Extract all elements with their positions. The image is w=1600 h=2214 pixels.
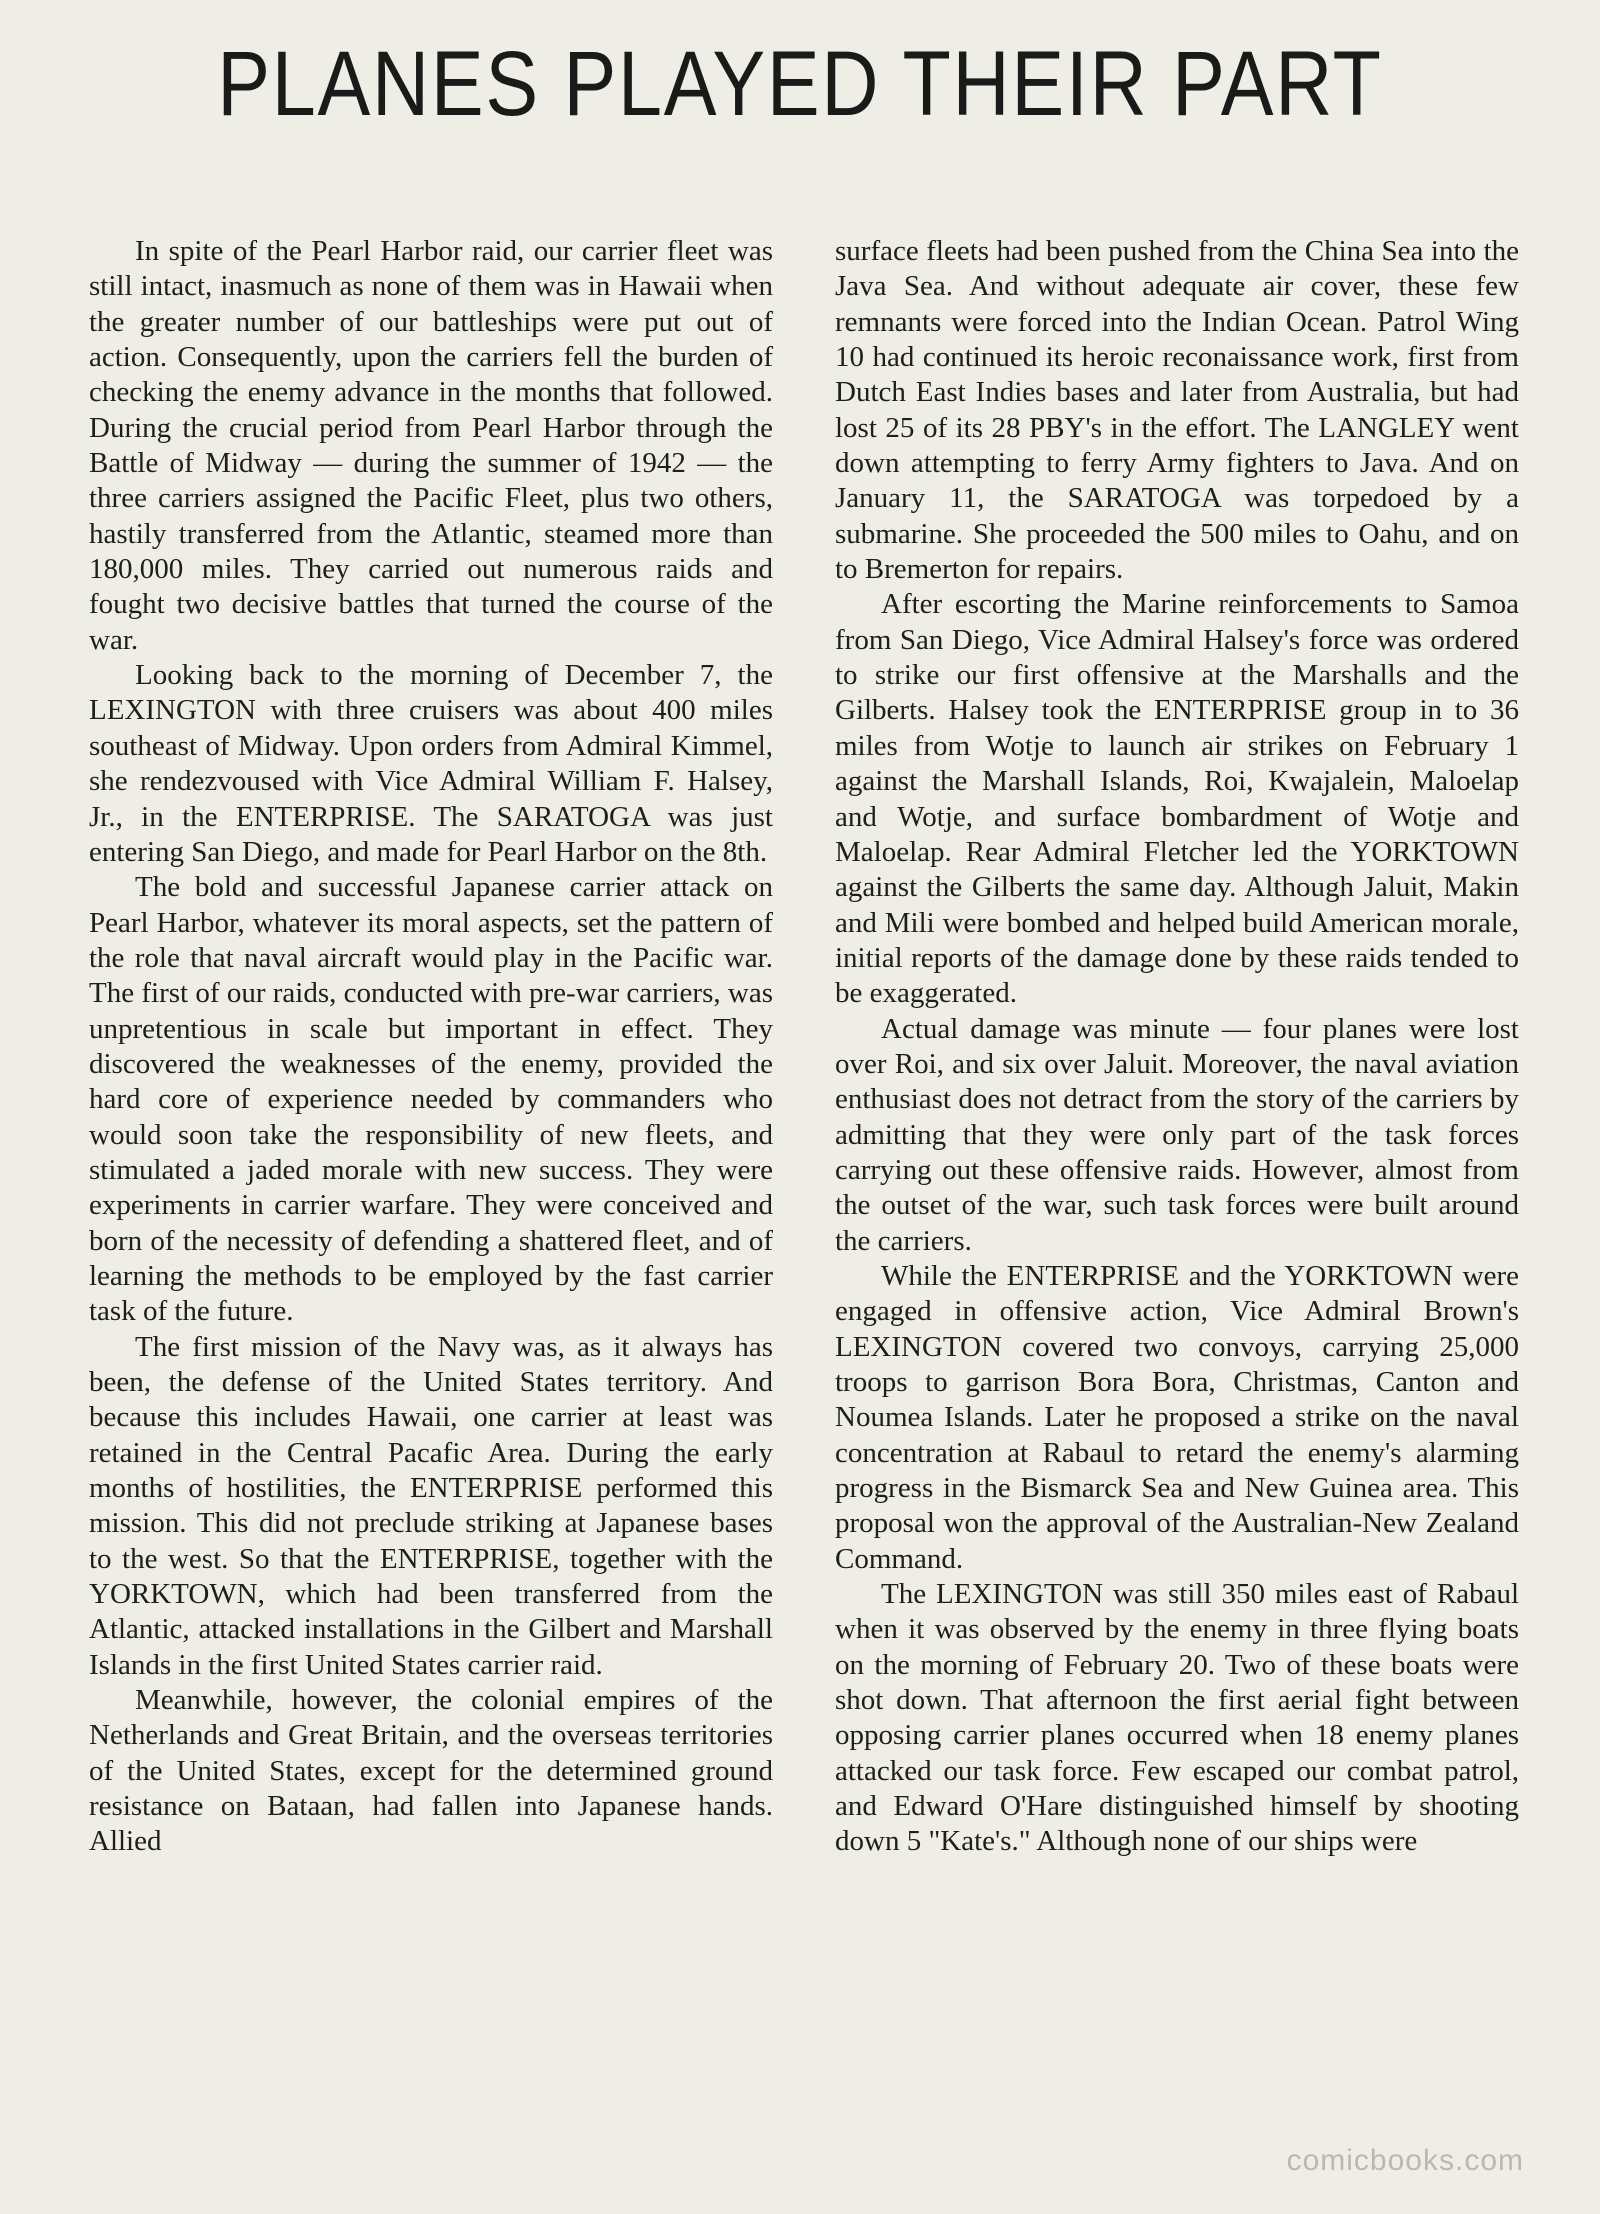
paragraph: Actual damage was minute — four planes were lost over Roi, and six over Jaluit. Moreover, the naval aviation enthusiast does not detract from the story of the carriers by admitting that they were only part of the task forces carrying out these offensive raids. However, almost from the outset of the war, such task forces were built around the carriers.: [835, 1012, 1519, 1257]
article-column-left: [89, 234, 773, 1860]
paragraph: Looking back to the morning of December 7, the LEXINGTON with three cruisers was about 400 miles southeast of Midway. Upon orders from Admiral Kimmel, she rendezvoused with Vice Admiral William F. Halsey, Jr., in the ENTERPRISE. The SARATOGA was just entering San Diego, and made for Pearl Harbor on the 8th.: [89, 659, 773, 868]
article-column-right: [835, 234, 1519, 1860]
paragraph: Meanwhile, however, the colonial empires of the Netherlands and Great Britain, and the overseas territories of the United States, except for the determined ground resistance on Bataan, had fallen into Japanese hands. Allied: [89, 1684, 773, 1858]
page-title: PLANES PLAYED THEIR PART: [217, 33, 1383, 135]
paragraph: The first mission of the Navy was, as it always has been, the defense of the United States territory. And because this includes Hawaii, one carrier at least was retained in the Central Pacafic Area. During the early months of hostilities, the ENTERPRISE performed this mission. This did not preclude striking at Japanese bases to the west. So that the ENTERPRISE, together with the YORKTOWN, which had been transferred from the Atlantic, attacked installations in the Gilbert and Marshall Islands in the first United States carrier raid.: [89, 1330, 773, 1681]
paragraph: After escorting the Marine reinforcements to Samoa from San Diego, Vice Admiral Halsey's force was ordered to strike our first offensive at the Marshalls and the Gilberts. Halsey took the ENTERPRISE group in to 36 miles from Wotje to launch air strikes on February 1 against the Marshall Islands, Roi, Kwajalein, Maloelap and Wotje, and surface bombardment of Wotje and Maloelap. Rear Admiral Fletcher led the YORKTOWN against the Gilberts the same day. Although Jaluit, Makin and Mili were bombed and helped build American morale, initial reports of the damage done by these raids tended to be exaggerated.: [835, 588, 1519, 1010]
paragraph: The LEXINGTON was still 350 miles east of Rabaul when it was observed by the enemy in three flying boats on the morning of February 20. Two of these boats were shot down. That afternoon the first aerial fight between opposing carrier planes occurred when 18 enemy planes attacked our task force. Few escaped our combat patrol, and Edward O'Hare distinguished himself by shooting down 5 "Kate's." Although none of our ships were: [835, 1578, 1519, 1858]
paragraph-continuation: surface fleets had been pushed from the China Sea into the Java Sea. And without adequate air cover, these few remnants were forced into the Indian Ocean. Patrol Wing 10 had continued its heroic reconaissance work, first from Dutch East Indies bases and later from Australia, but had lost 25 of its 28 PBY's in the effort. The LANGLEY went down attempting to ferry Army fighters to Java. And on January 11, the SARATOGA was torpedoed by a submarine. She proceeded the 500 miles to Oahu, and on to Bremerton for repairs.: [835, 235, 1519, 586]
paragraph: The bold and successful Japanese carrier attack on Pearl Harbor, whatever its moral aspects, set the pattern of the role that naval aircraft would play in the Pacific war. The first of our raids, conducted with pre-war carriers, was unpretentious in scale but important in effect. They discovered the weaknesses of the enemy, provided the hard core of experience needed by commanders who would soon take the responsibility of new fleets, and stimulated a jaded morale with new success. They were experiments in carrier warfare. They were conceived and born of the necessity of defending a shattered fleet, and of learning the methods to be employed by the fast carrier task of the future.: [89, 871, 773, 1328]
watermark: comicbooks.com: [1286, 2144, 1524, 2177]
paragraph: In spite of the Pearl Harbor raid, our carrier fleet was still intact, inasmuch as none of them was in Hawaii when the greater number of our battleships were put out of action. Consequently, upon the carriers fell the burden of checking the enemy advance in the months that followed. During the crucial period from Pearl Harbor through the Battle of Midway — during the summer of 1942 — the three carriers assigned the Pacific Fleet, plus two others, hastily transferred from the Atlantic, steamed more than 180,000 miles. They carried out numerous raids and fought two decisive battles that turned the course of the war.: [89, 235, 773, 656]
paragraph: While the ENTERPRISE and the YORKTOWN were engaged in offensive action, Vice Admiral Brown's LEXINGTON covered two convoys, carrying 25,000 troops to garrison Bora Bora, Christmas, Canton and Noumea Islands. Later he proposed a strike on the naval concentration at Rabaul to retard the enemy's alarming progress in the Bismarck Sea and New Guinea area. This proposal won the approval of the Australian-New Zealand Command.: [835, 1259, 1519, 1575]
